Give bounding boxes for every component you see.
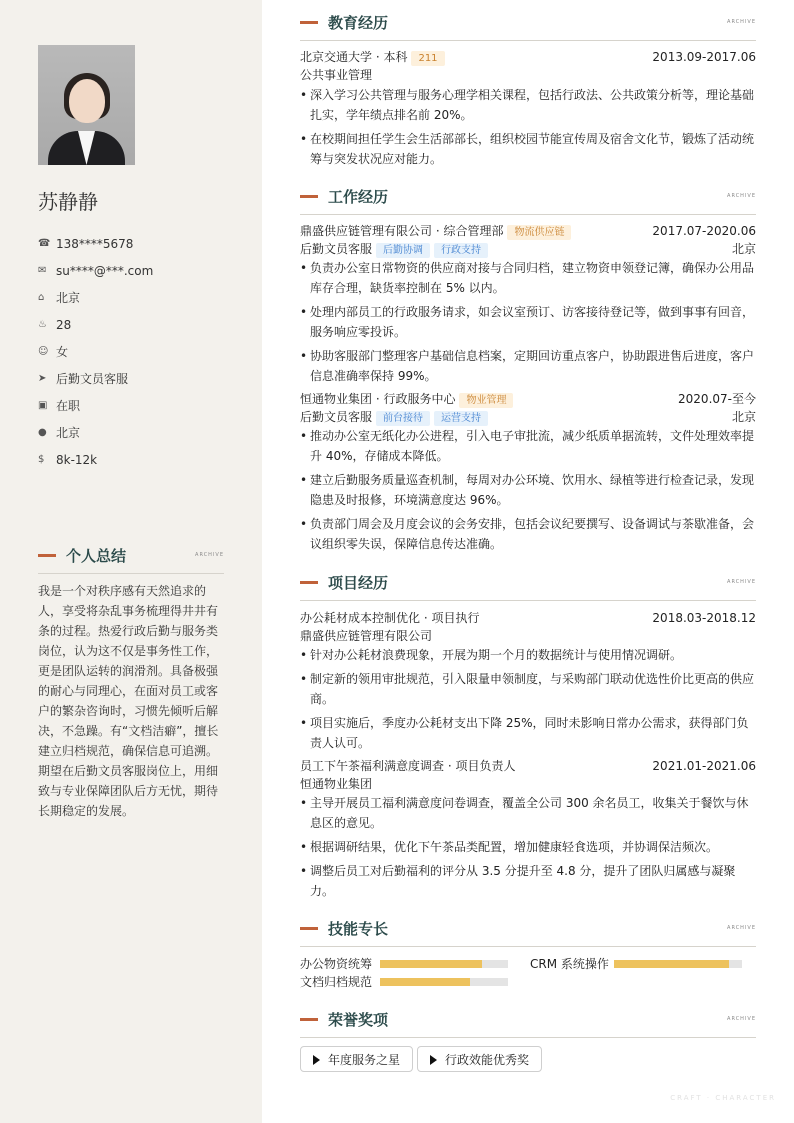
award-chip: 行政效能优秀奖 — [417, 1046, 542, 1072]
skill-level-bar — [614, 960, 729, 968]
archive-label: ARCHIVE — [727, 19, 756, 25]
section-accent-bar — [300, 1018, 318, 1021]
skill-tag: 后勤协调 — [376, 243, 430, 258]
archive-label: ARCHIVE — [727, 1016, 756, 1022]
job-role-row — [300, 408, 756, 426]
job-bullet: • 协助客服部门整理客户基础信息档案，定期回访重点客户，协助跟进售后进度，客户 信息准确率保持 99%。 — [300, 346, 756, 386]
education-bullet: • 深入学习公共管理与服务心理学相关课程，包括行政法、公共政策分析等，理论基础 扎实，学年绩点排名前 20%。 — [300, 85, 756, 125]
email-icon: ✉ — [38, 265, 47, 276]
skills-title: 技能专长 — [328, 920, 389, 938]
project-date: 2018.03-2018.12 — [652, 611, 756, 625]
info-salary: $ 8k-12k — [38, 452, 98, 467]
info-phone: ☎ 138****5678 — [38, 236, 134, 251]
section-accent-bar — [300, 581, 318, 584]
play-triangle-icon — [313, 1055, 320, 1065]
location-pin-icon: ● — [38, 427, 47, 438]
project-bullet: • 根据调研结果，优化下午茶品类配置，增加健康轻食选项，并协调保洁频次。 — [300, 837, 756, 857]
skill-name: 办公物资统筹 — [300, 957, 373, 971]
info-age: ♨ 28 — [38, 317, 72, 332]
project-name: 员工下午茶福利满意度调查 · 项目负责人 — [300, 759, 516, 773]
project-date: 2021.01-2021.06 — [652, 759, 756, 773]
job-bullet: • 建立后勤服务质量巡查机制，每周对办公环境、饮用水、绿植等进行检查记录，发现 隐患及时报修，环境满意度达 96%。 — [300, 470, 756, 510]
phone-icon: ☎ — [38, 238, 51, 249]
gender-icon: ☺ — [38, 346, 49, 357]
section-accent-bar — [38, 554, 56, 557]
job-role: 后勤文员客服 — [300, 410, 373, 424]
archive-label: ARCHIVE — [727, 579, 756, 585]
summary-title: 个人总结 — [66, 547, 127, 565]
project-bullet: • 针对办公耗材浪费现象，开展为期一个月的数据统计与使用情况调研。 — [300, 645, 756, 665]
footer-watermark: CRAFT · CHARACTER — [670, 1094, 776, 1102]
work-header — [300, 186, 756, 215]
job-city: 北京 — [731, 410, 756, 424]
skill-name: CRM 系统操作 — [530, 957, 609, 971]
job-city: 北京 — [731, 242, 756, 256]
job-date: 2017.07-2020.06 — [652, 224, 756, 238]
job-company: 鼎盛供应链管理有限公司 · 综合管理部 — [300, 224, 504, 238]
skill-track — [380, 960, 508, 968]
job-company-row — [300, 390, 756, 408]
job-role: 后勤文员客服 — [300, 242, 373, 256]
education-bullet: • 在校期间担任学生会生活部部长，组织校园节能宣传周及宿舍文化节，锻炼了活动统 筹与突发状况应对能力。 — [300, 129, 756, 169]
project-row — [300, 609, 756, 627]
job-date: 2020.07-至今 — [678, 392, 756, 406]
project-bullet: • 主导开展员工福利满意度问卷调查，覆盖全公司 300 余名员工，收集关于餐饮与休 息区的意见。 — [300, 793, 756, 833]
salary-icon: $ — [38, 454, 45, 465]
info-gender: ☺ 女 — [38, 345, 69, 359]
project-bullet: • 调整后员工对后勤福利的评分从 3.5 分提升至 4.8 分，提升了团队归属感与凝聚 力。 — [300, 861, 756, 901]
skill-level-bar — [380, 978, 470, 986]
section-accent-bar — [300, 21, 318, 24]
education-school-row — [300, 48, 756, 66]
info-status: ▣ 在职 — [38, 399, 81, 413]
job-bullet: • 负责办公室日常物资的供应商对接与合同归档，建立物资申领登记簿，确保办公用品 库存合理，缺货率控制在 5% 以内。 — [300, 258, 756, 298]
candidate-name: 苏静静 — [38, 190, 98, 214]
play-triangle-icon — [430, 1055, 437, 1065]
skill-level-bar — [380, 960, 482, 968]
summary-header — [38, 545, 224, 574]
project-bullet: • 项目实施后，季度办公耗材支出下降 25%，同时未影响日常办公需求，获得部门负 责人认可。 — [300, 713, 756, 753]
awards-title: 荣誉奖项 — [328, 1011, 389, 1029]
skill-track — [380, 978, 508, 986]
info-email: ✉ su****@***.com — [38, 263, 154, 278]
cake-icon: ♨ — [38, 319, 47, 330]
archive-label: ARCHIVE — [727, 925, 756, 931]
education-header — [300, 12, 756, 41]
info-target-job: ➤ 后勤文员客服 — [38, 372, 129, 386]
info-home: ⌂ 北京 — [38, 291, 81, 305]
project-bullet: • 制定新的领用审批规范，引入限量申领制度，与采购部门联动优选性价比更高的供应 商。 — [300, 669, 756, 709]
school-name: 北京交通大学 · 本科 — [300, 50, 408, 64]
section-accent-bar — [300, 195, 318, 198]
info-location: ● 北京 — [38, 426, 81, 440]
school-tag: 211 — [411, 51, 444, 66]
industry-tag: 物业管理 — [459, 393, 513, 408]
projects-header — [300, 572, 756, 601]
project-name: 办公耗材成本控制优化 · 项目执行 — [300, 611, 480, 625]
skill-tag: 前台接待 — [376, 411, 430, 426]
job-company: 恒通物业集团 · 行政服务中心 — [300, 392, 456, 406]
job-role-row — [300, 240, 756, 258]
education-title: 教育经历 — [328, 14, 389, 32]
archive-label: ARCHIVE — [727, 193, 756, 199]
skill-track — [614, 960, 742, 968]
job-bullet: • 处理内部员工的行政服务请求，如会议室预订、访客接待登记等，做到事事有回音， 服务响应零投诉。 — [300, 302, 756, 342]
project-org: 恒通物业集团 — [300, 777, 373, 791]
job-bullet: • 推动办公室无纸化办公进程，引入电子审批流，减少纸质单据流转，文件处理效率提 升 40%，存储成本降低。 — [300, 426, 756, 466]
job-bullet: • 负责部门周会及月度会议的会务安排，包括会议纪要撰写、设备调试与茶歇准备，会 议组织零失误，保障信息传达准确。 — [300, 514, 756, 554]
project-row — [300, 757, 756, 775]
skills-header — [300, 918, 756, 947]
skill-tag: 行政支持 — [434, 243, 488, 258]
archive-label: ARCHIVE — [195, 552, 224, 558]
projects-title: 项目经历 — [328, 574, 389, 592]
section-accent-bar — [300, 927, 318, 930]
home-icon: ⌂ — [38, 292, 45, 303]
send-icon: ➤ — [38, 373, 47, 384]
work-title: 工作经历 — [328, 188, 389, 206]
job-company-row — [300, 222, 756, 240]
awards-header — [300, 1009, 756, 1038]
education-major: 公共事业管理 — [300, 68, 373, 82]
education-date: 2013.09-2017.06 — [652, 50, 756, 64]
skill-tag: 运营支持 — [434, 411, 488, 426]
profile-photo — [38, 45, 135, 165]
briefcase-icon: ▣ — [38, 400, 48, 411]
summary-text: 我是一个对秩序感有天然追求的 人，享受将杂乱事务梳理得井井有 条的过程。热爱行政后勤与服务类 岗位，认为这不仅是事务性工作， 更是团队运转的润滑剂。具备极强 的耐心与同理心，在面对员工或客 户的繁杂咨询时，习惯先倾听后解 决，不急躁。有“文档洁癖”，擅长 建立归档规范，确保信息可追溯。 期望在后勤文员客服岗位上，用细 致与专业保障团队后方无忧，期待 长期稳定的发展。 — [38, 584, 219, 818]
contact-info — [38, 230, 153, 473]
project-org: 鼎盛供应链管理有限公司 — [300, 629, 433, 643]
industry-tag: 物流供应链 — [507, 225, 571, 240]
skill-name: 文档归档规范 — [300, 975, 373, 989]
award-chip: 年度服务之星 — [300, 1046, 413, 1072]
